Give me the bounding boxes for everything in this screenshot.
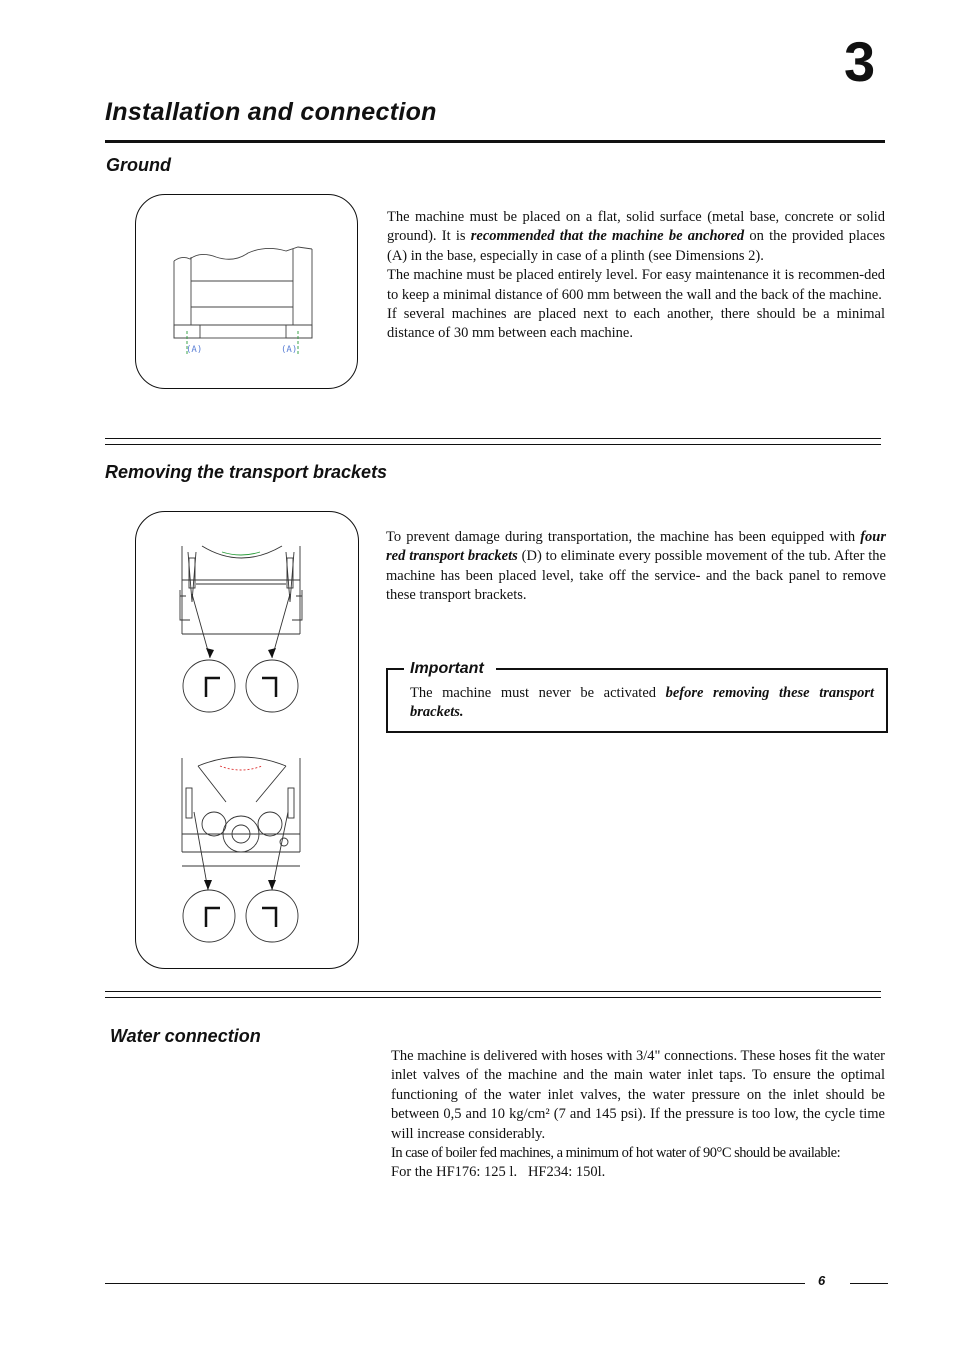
transport-brackets-drawing xyxy=(136,512,358,968)
brackets-paragraph-1: To prevent damage during transportation, the machine has been equipped with four red transport brackets (D) to eliminate every possible movement of the tub. After the machine has been placed level, take off the service- and the back panel to remove these transport brackets. xyxy=(386,529,886,604)
footer-rule-end xyxy=(850,1283,888,1284)
brackets-heading: Removing the transport brackets xyxy=(105,462,388,482)
ground-paragraph-1: The machine must be placed on a flat, solid surface (metal base, concrete or solid ground). It is recommended that the machine be anchored on the provided places (A) in the base, especially in case of a plinth (see Dimensions 2). xyxy=(387,209,886,264)
brackets-text xyxy=(386,528,886,606)
machine-base-drawing xyxy=(136,195,357,388)
ground-figure xyxy=(135,194,358,389)
page-title: Installation and connection xyxy=(105,98,437,126)
ground-paragraph-2: The machine must be placed entirely level. For easy maintenance it is recommen-ded to keep a minimal distance of 600 mm between the wall and the back of the machine. xyxy=(387,267,885,303)
ground-paragraph-3: If several machines are placed next to each another, there should be a minimal distance of 30 mm between each machine. xyxy=(387,306,885,342)
footer-rule xyxy=(105,1283,805,1284)
water-text xyxy=(391,1047,885,1183)
section-divider xyxy=(105,438,881,445)
anchor-label-right: (A) xyxy=(281,345,298,355)
title-rule xyxy=(105,140,885,143)
brackets-figure xyxy=(135,511,359,969)
chapter-number: 3 xyxy=(844,30,876,93)
water-paragraph-2: In case of boiler fed machines, a minimum of hot water of 90°C should be available: xyxy=(391,1145,841,1162)
important-notice xyxy=(386,660,888,733)
section-divider xyxy=(105,991,881,998)
important-text: The machine must never be activated before removing these transport brackets. xyxy=(410,685,874,721)
water-paragraph-1: The machine is delivered with hoses with 3/4" connections. These hoses fit the water inlet valves of the machine and the main water inlet taps. To ensure the optimal functioning of the water inlet valves, the water pressure on the inlet should be between 0,5 and 10 kg/cm² (7 and 145 psi). If the pressure is too low, the cycle time will increase considerably. xyxy=(391,1048,885,1142)
ground-heading: Ground xyxy=(106,155,171,175)
page-number: 6 xyxy=(818,1273,826,1288)
ground-text xyxy=(387,208,885,344)
water-paragraph-3: For the HF176: 125 l. HF234: 150l. xyxy=(391,1164,606,1181)
important-label: Important xyxy=(404,660,496,678)
anchor-label-left: (A) xyxy=(186,345,203,355)
water-heading: Water connection xyxy=(110,1026,261,1046)
